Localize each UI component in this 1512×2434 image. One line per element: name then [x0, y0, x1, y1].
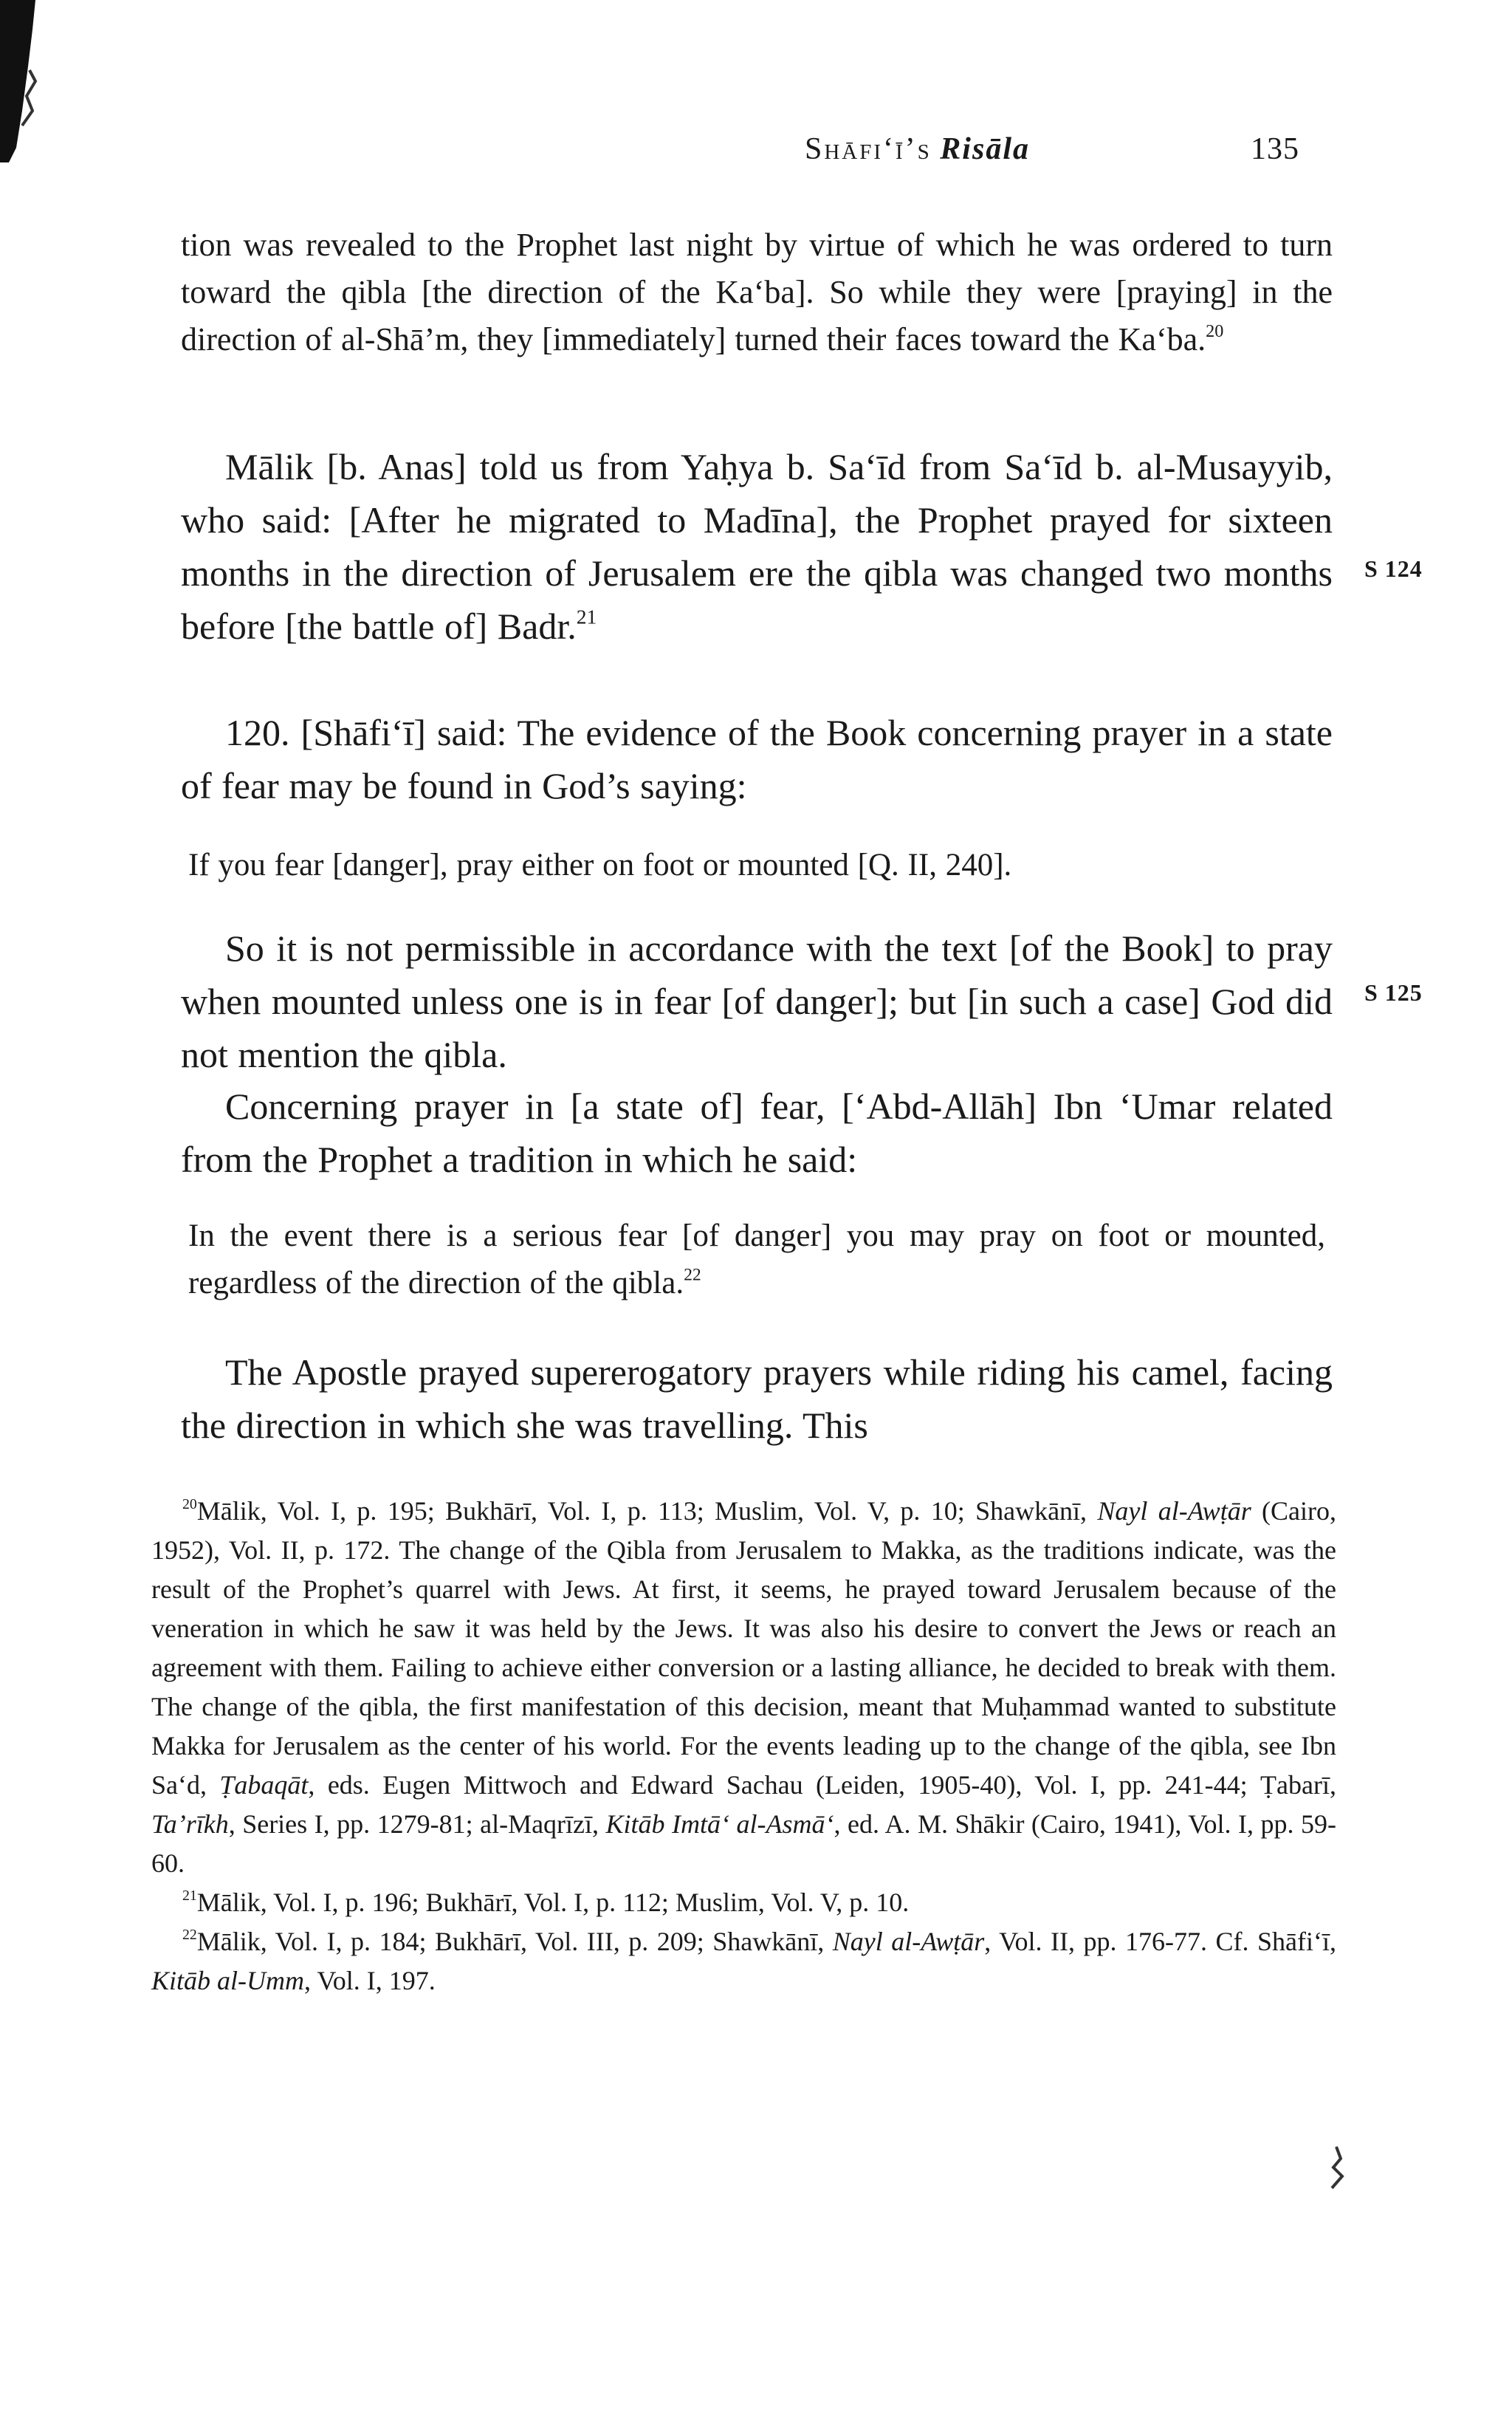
footnotes: [151, 1492, 1336, 2001]
paragraph-120: 120. [Shāfi‘ī] said: The evidence of the Book concerning prayer in a state of fear may be found in God’s saying:: [181, 712, 1333, 806]
paragraph-malik-narration: Mālik [b. Anas] told us from Yaḥya b. Sa‘īd from Sa‘īd b. al-Musayyib, who said: [After he migrated to Madīna], the Prophet prayed for sixteen months in the direction of Jerusalem ere the qibla was changed two months before [the battle of] Badr.$^{21}$: [181, 446, 1333, 647]
paragraph-continuation: tion was revealed to the Prophet last night by virtue of which he was ordered to turn toward the qibla [the direction of the Ka‘ba]. So while they were [praying] in the direction of al-Shā’m, they [immediately] turned their faces toward the Ka‘ba.$^{20}$: [181, 227, 1333, 357]
footnote-21: $^{21}$Mālik, Vol. I, p. 196; Bukhārī, Vol. I, p. 112; Muslim, Vol. V, p. 10.: [182, 1888, 910, 1917]
scan-smudge-mark: [1322, 2145, 1351, 2190]
footnote-ref-22: 22: [684, 1265, 701, 1285]
margin-ref-s125: S 125: [1364, 979, 1423, 1006]
paragraph-permissibility: So it is not permissible in accordance with the text [of the Book] to pray when mounted unless one is in fear [of danger]; but [in such a case] God did not mention the qibla.: [181, 928, 1333, 1075]
running-head-author: Shāfi‘ī’s: [805, 132, 932, 166]
footnote-ref-21: 21: [576, 605, 597, 628]
footnote-22: $^{22}$Mālik, Vol. I, p. 184; Bukhārī, Vol. III, p. 209; Shawkānī, Nayl al-Awṭār, Vol. II, pp. 176-77. Cf. Shāfi‘ī, Kitāb al-Umm, Vol. I, 197.: [151, 1927, 1337, 1995]
quran-quotation: If you fear [danger], pray either on foot or mounted [Q. II, 240].: [188, 848, 1012, 882]
running-head-title: [805, 131, 1030, 167]
footnote-ref-20: 20: [1206, 320, 1224, 341]
tradition-quotation: In the event there is a serious fear [of danger] you may pray on foot or mounted, regardless of the direction of the qibla.$^{22}$: [188, 1218, 1325, 1300]
footnote-20: $^{20}$Mālik, Vol. I, p. 195; Bukhārī, Vol. I, p. 113; Muslim, Vol. V, p. 10; Shawkānī, Nayl al-Awṭār (Cairo, 1952), Vol. II, p. 172. The change of the Qibla from Jerusalem to Makka, as the traditions indicate, was the result of the Prophet’s quarrel with Jews. At first, it seems, he prayed toward Jerusalem because of the veneration in which he saw it was held by the Jews. It was also his desire to convert the Jews or reach an agreement with them. Failing to achieve either conversion or a lasting alliance, he decided to break with them. The change of the qibla, the first manifestation of this decision, meant that Muḥammad wanted to substitute Makka for Jerusalem as the center of his world. For the events leading up to the change of the qibla, see Ibn Sa‘d, Ṭabaqāt, eds. Eugen Mittwoch and Edward Sachau (Leiden, 1905-40), Vol. I, pp. 241-44; Ṭabarī, Ta’rīkh, Series I, pp. 1279-81; al-Maqrīzī, Kitāb Imtā‘ al-Asmā‘, ed. A. M. Shākir (Cairo, 1941), Vol. I, pp. 59-60.: [151, 1496, 1337, 1878]
paragraph-ibn-umar: Concerning prayer in [a state of] fear, [‘Abd-Allāh] Ibn ‘Umar related from the Prophet a tradition in which he said:: [181, 1086, 1333, 1180]
running-head-work: Risāla: [940, 132, 1030, 166]
running-head: [805, 131, 1299, 176]
margin-ref-s124: S 124: [1364, 555, 1423, 582]
page-number: 135: [1251, 132, 1299, 166]
paragraph-apostle: The Apostle prayed supererogatory prayers while riding his camel, facing the direction in which she was travelling. This: [181, 1351, 1333, 1446]
scan-edge-mark: [0, 0, 52, 162]
